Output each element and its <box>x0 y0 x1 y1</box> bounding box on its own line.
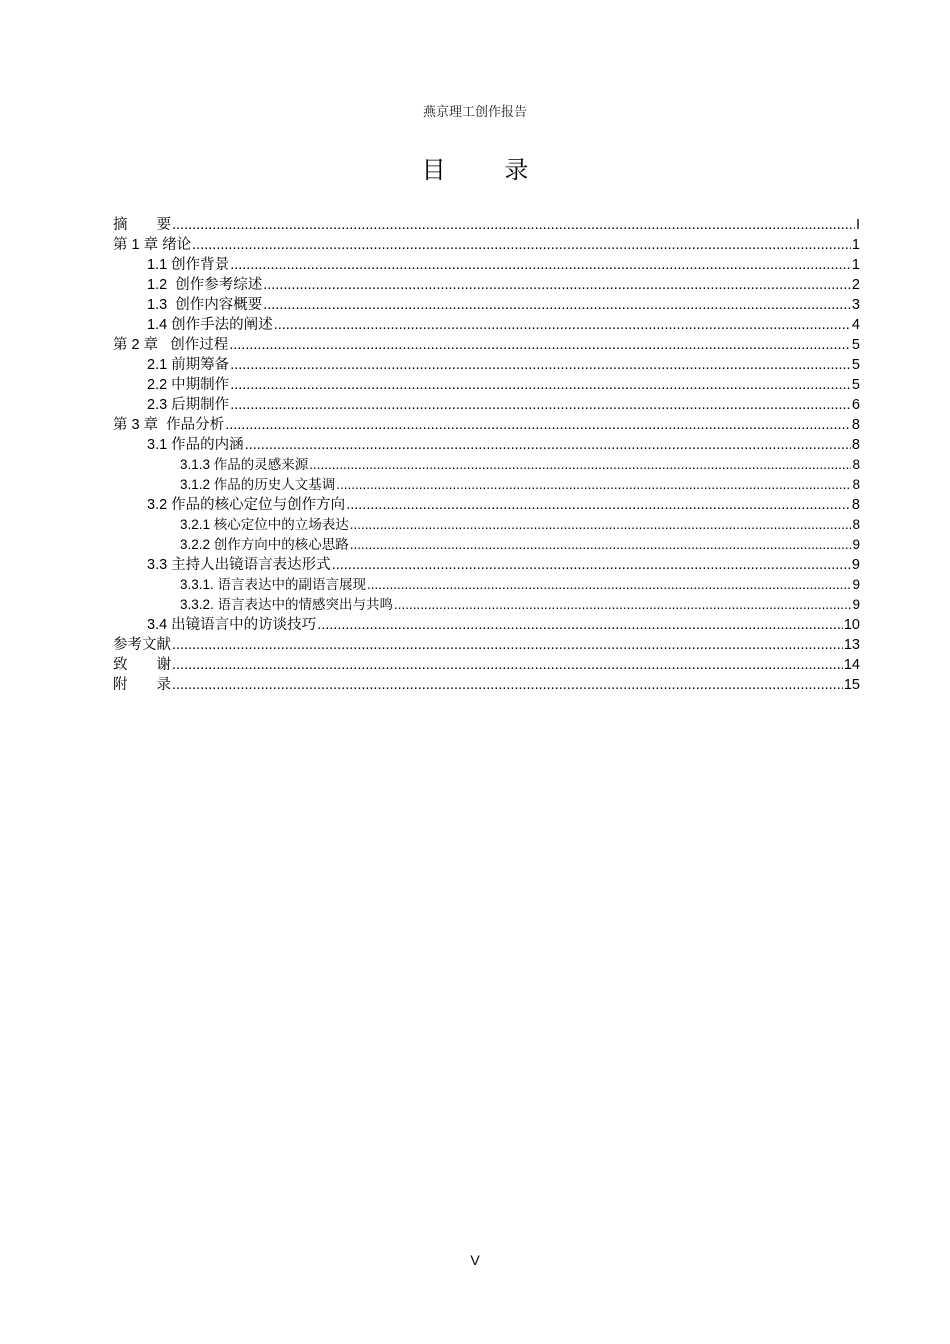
toc-entry[interactable] <box>113 395 860 415</box>
toc-dot-leader <box>346 495 851 515</box>
toc-entry-title: 3.1 作品的内涵 <box>147 437 244 453</box>
toc-entry-title: 1.3 创作内容概要 <box>147 297 263 313</box>
toc-entry-page: 3 <box>851 297 860 313</box>
toc-entry-page: 6 <box>851 397 860 413</box>
toc-entry-title: 3.2 作品的核心定位与创作方向 <box>147 497 346 513</box>
toc-entry-page: I <box>855 217 860 233</box>
toc-dot-leader <box>230 355 851 375</box>
toc-dot-leader <box>263 295 851 315</box>
toc-entry[interactable] <box>113 555 860 575</box>
toc-entry-page: 15 <box>843 677 860 693</box>
toc-dot-leader <box>274 315 851 335</box>
toc-entry-page: 5 <box>851 337 860 353</box>
toc-entry-title: 3.1.3 作品的灵感来源 <box>180 457 309 472</box>
toc-entry-title: 2.3 后期制作 <box>147 397 230 413</box>
toc-entry-page: 4 <box>851 317 860 333</box>
toc-dot-leader <box>172 635 843 655</box>
toc-entry[interactable] <box>113 275 860 295</box>
toc-entry-page: 9 <box>852 537 860 552</box>
toc-entry[interactable] <box>113 515 860 535</box>
toc-entry-page: 8 <box>851 437 860 453</box>
toc-entry-page: 2 <box>851 277 860 293</box>
toc-entry-title: 2.2 中期制作 <box>147 377 230 393</box>
toc-entry[interactable] <box>113 315 860 335</box>
toc-dot-leader <box>394 595 851 615</box>
toc-entry-page: 9 <box>852 577 860 592</box>
page-title: 目 录 <box>421 157 555 184</box>
toc-dot-leader <box>317 615 843 635</box>
toc-entry-title: 3.4 出镜语言中的访谈技巧 <box>147 617 317 633</box>
toc-entry[interactable] <box>113 475 860 495</box>
toc-dot-leader <box>230 255 851 275</box>
toc-entry-title: 致 谢 <box>113 657 171 673</box>
toc-entry[interactable] <box>113 415 860 435</box>
toc-entry-title: 1.1 创作背景 <box>147 257 230 273</box>
toc-entry-page: 9 <box>851 557 860 573</box>
toc-entry[interactable] <box>113 255 860 275</box>
toc-entry-page: 8 <box>852 457 860 472</box>
toc-dot-leader <box>229 335 851 355</box>
toc-entry[interactable] <box>113 295 860 315</box>
toc-entry[interactable] <box>113 575 860 595</box>
toc-dot-leader <box>367 575 851 595</box>
toc-entry-title: 3.2.2 创作方向中的核心思路 <box>180 537 349 552</box>
toc-entry-title: 摘 要 <box>113 217 171 233</box>
table-of-contents <box>113 215 860 695</box>
toc-entry-page: 8 <box>852 477 860 492</box>
toc-dot-leader <box>172 675 843 695</box>
toc-entry-title: 第 3 章 作品分析 <box>113 417 225 433</box>
toc-dot-leader <box>192 235 851 255</box>
running-header: 燕京理工创作报告 <box>422 105 527 120</box>
toc-entry[interactable] <box>113 355 860 375</box>
toc-dot-leader <box>245 435 851 455</box>
toc-entry-page: 14 <box>843 657 860 673</box>
toc-entry[interactable] <box>113 215 860 235</box>
toc-dot-leader <box>309 455 851 475</box>
toc-entry-title: 第 2 章 创作过程 <box>113 337 229 353</box>
toc-dot-leader <box>230 395 851 415</box>
toc-entry-title: 3.3 主持人出镜语言表达形式 <box>147 557 331 573</box>
toc-entry-page: 1 <box>851 257 860 273</box>
toc-dot-leader <box>230 375 851 395</box>
toc-entry-title: 附 录 <box>113 677 171 693</box>
toc-entry-title: 第 1 章 绪论 <box>113 237 192 253</box>
toc-dot-leader <box>172 215 855 235</box>
toc-entry[interactable] <box>113 615 860 635</box>
toc-entry-page: 10 <box>843 617 860 633</box>
toc-entry[interactable] <box>113 435 860 455</box>
toc-entry[interactable] <box>113 235 860 255</box>
toc-entry[interactable] <box>113 495 860 515</box>
toc-dot-leader <box>336 475 851 495</box>
toc-entry-page: 8 <box>851 497 860 513</box>
toc-dot-leader <box>350 535 852 555</box>
toc-dot-leader <box>172 655 843 675</box>
toc-entry-page: 1 <box>851 237 860 253</box>
toc-dot-leader <box>350 515 852 535</box>
page-number: V <box>470 1252 480 1268</box>
toc-entry-title: 3.2.1 核心定位中的立场表达 <box>180 517 349 532</box>
toc-entry[interactable] <box>113 535 860 555</box>
toc-entry[interactable] <box>113 375 860 395</box>
toc-entry-title: 3.1.2 作品的历史人文基调 <box>180 477 336 492</box>
toc-entry-page: 13 <box>843 637 860 653</box>
toc-entry[interactable] <box>113 675 860 695</box>
toc-entry-title: 3.3.2. 语言表达中的情感突出与共鸣 <box>180 597 394 612</box>
toc-dot-leader <box>263 275 851 295</box>
toc-entry[interactable] <box>113 595 860 615</box>
toc-entry-title: 参考文献 <box>113 637 171 653</box>
toc-dot-leader <box>332 555 851 575</box>
toc-entry-title: 1.2 创作参考综述 <box>147 277 263 293</box>
toc-entry[interactable] <box>113 635 860 655</box>
toc-entry[interactable] <box>113 455 860 475</box>
toc-entry-title: 3.3.1. 语言表达中的副语言展现 <box>180 577 367 592</box>
toc-dot-leader <box>225 415 851 435</box>
toc-entry-page: 5 <box>851 357 860 373</box>
toc-entry-page: 5 <box>851 377 860 393</box>
toc-entry[interactable] <box>113 655 860 675</box>
toc-entry-page: 8 <box>851 417 860 433</box>
toc-entry[interactable] <box>113 335 860 355</box>
toc-entry-title: 1.4 创作手法的阐述 <box>147 317 273 333</box>
toc-entry-title: 2.1 前期筹备 <box>147 357 230 373</box>
toc-entry-page: 9 <box>852 597 860 612</box>
toc-entry-page: 8 <box>852 517 860 532</box>
